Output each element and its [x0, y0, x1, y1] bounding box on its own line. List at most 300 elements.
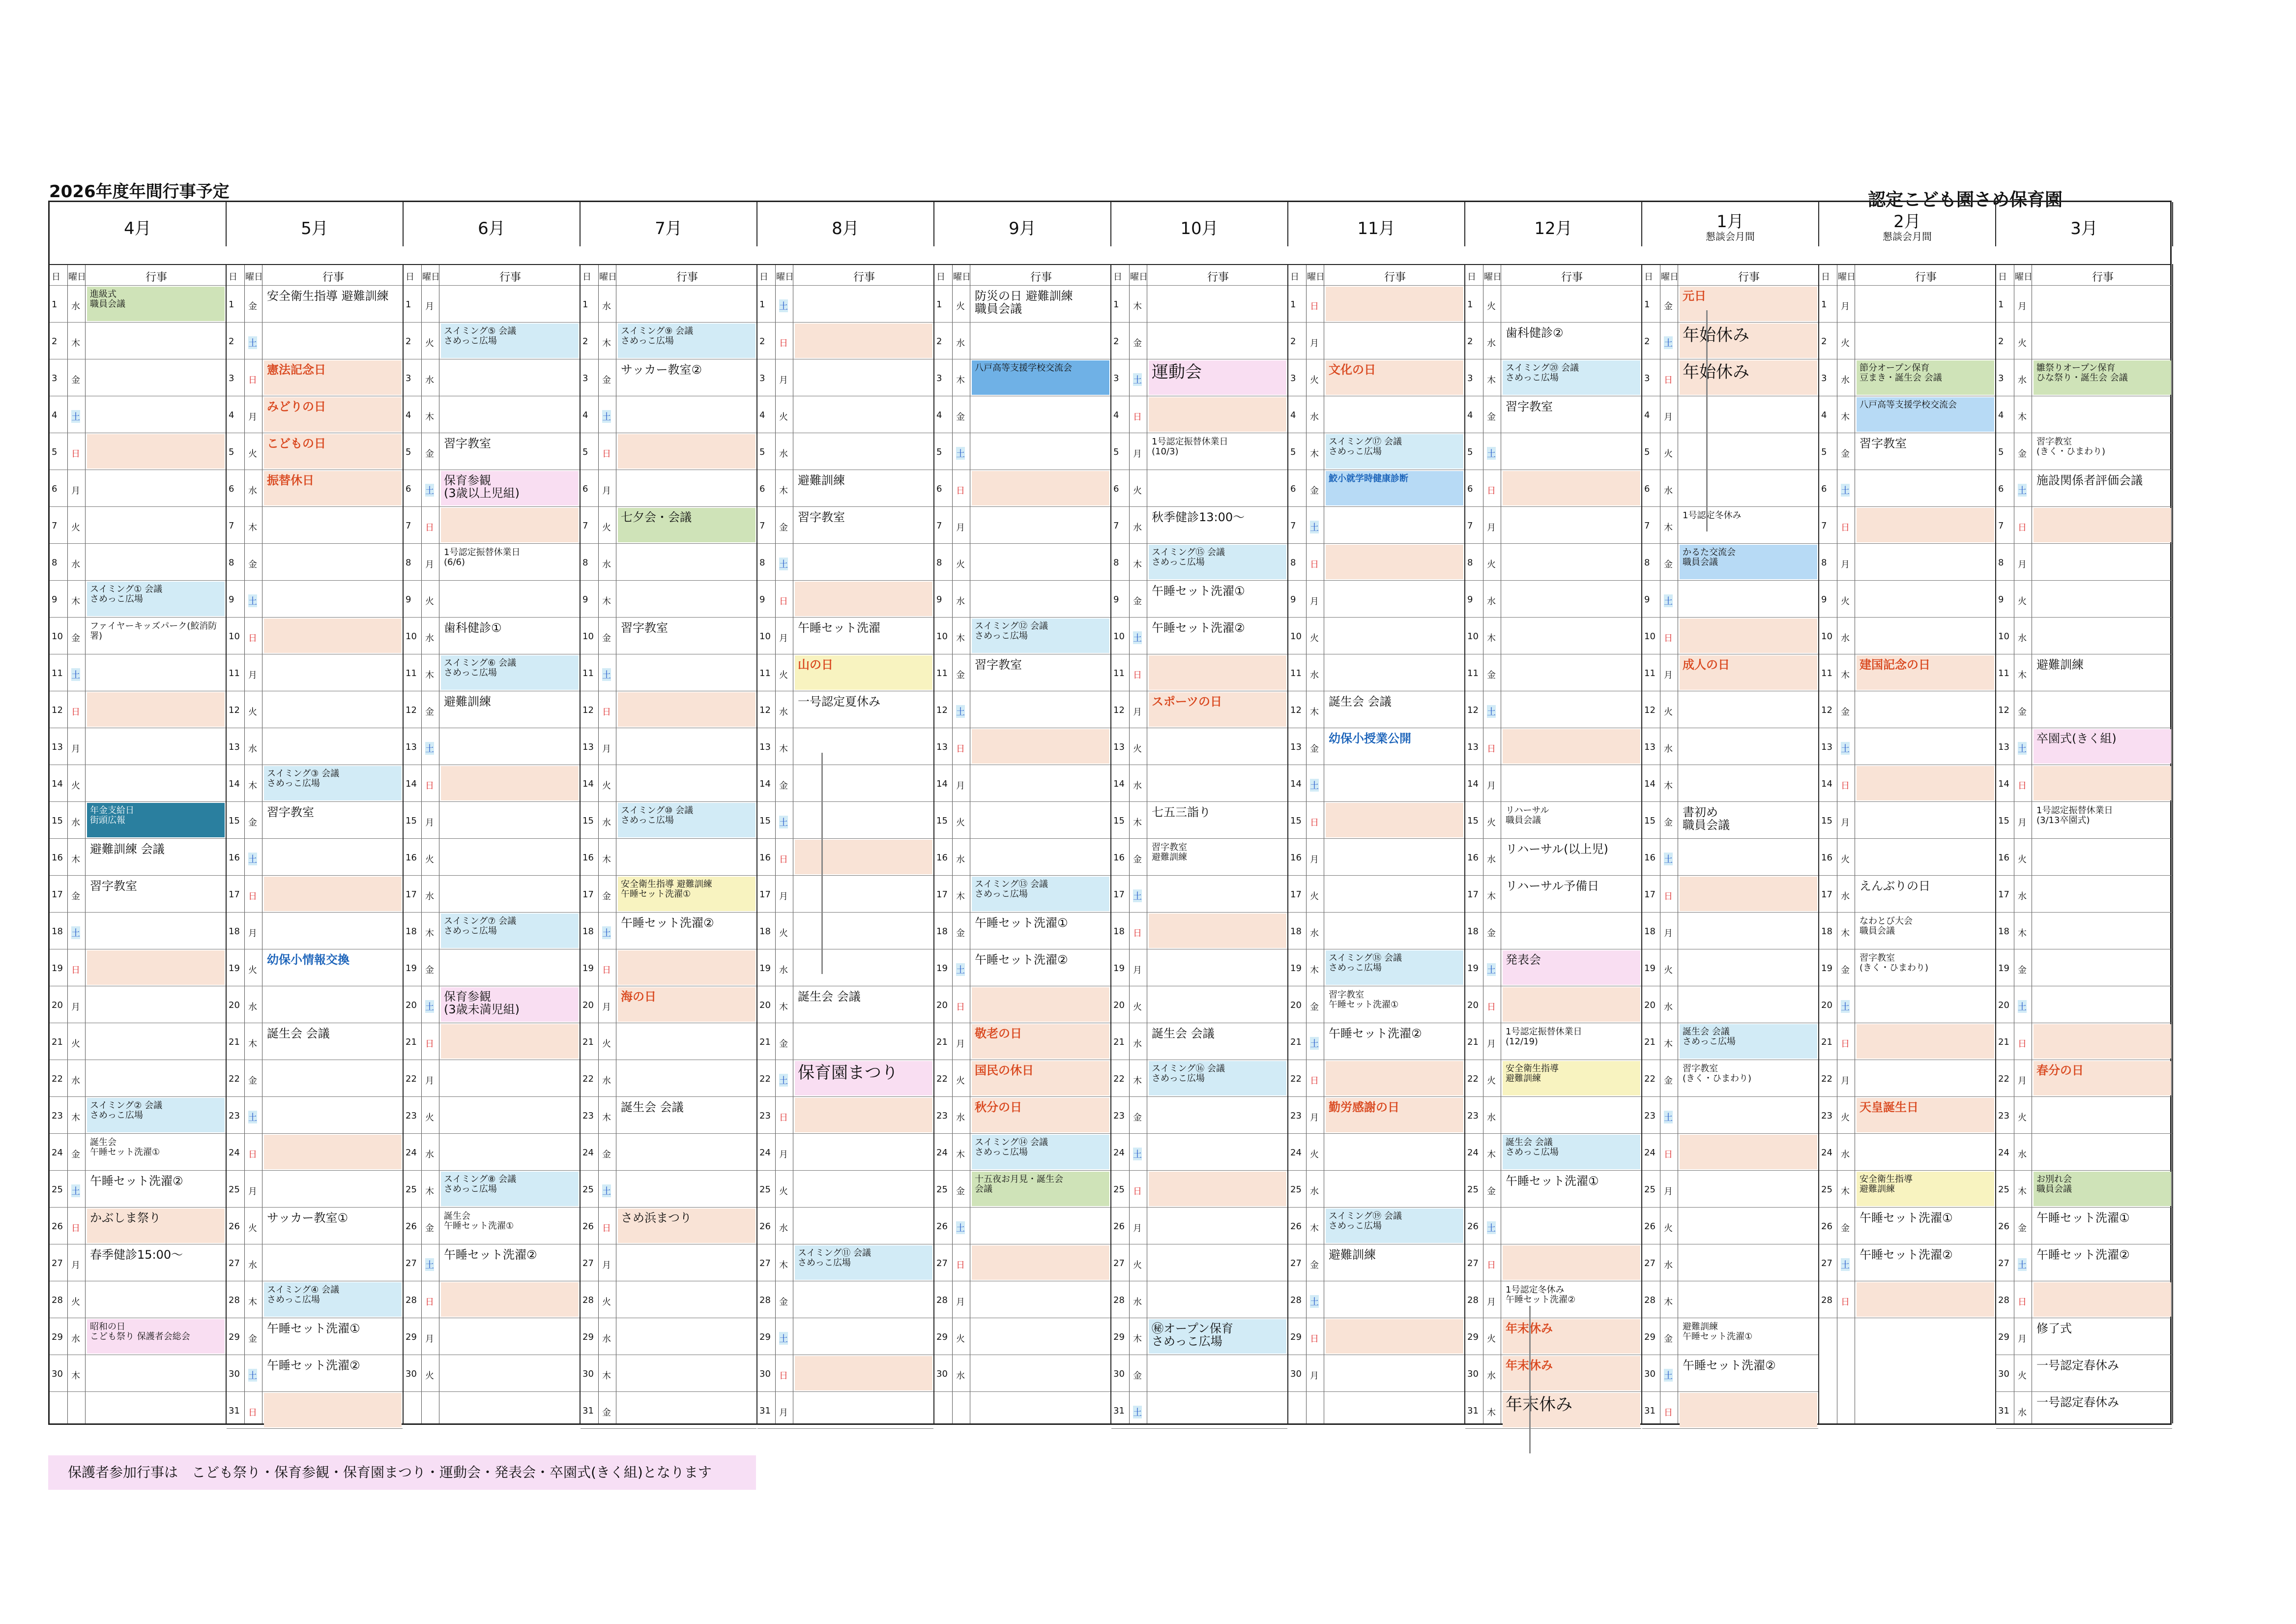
day-row	[1996, 1060, 2172, 1097]
day-row	[1465, 765, 1641, 802]
weekday: 金	[1664, 1334, 1673, 1344]
event-cell	[1326, 545, 1463, 579]
weekday: 日	[71, 449, 80, 459]
event-cell	[972, 1209, 1109, 1243]
event-cell	[1680, 1172, 1817, 1206]
day-number: 23	[936, 1111, 948, 1121]
month-column	[1996, 264, 2173, 1423]
weekday: 金	[1664, 560, 1673, 570]
column-header-row	[1642, 264, 1818, 286]
weekday: 日	[779, 1113, 788, 1123]
weekday: 水	[2018, 1150, 2027, 1160]
weekday: 日	[248, 633, 257, 644]
event-cell: 1号認定冬休み 午睡セット洗濯②	[1506, 1285, 1576, 1305]
event-cell	[1680, 914, 1817, 948]
day-number: 4	[406, 410, 411, 420]
day-row	[1642, 986, 1818, 1023]
day-row	[1819, 1060, 1995, 1097]
day-number: 11	[582, 668, 594, 679]
event-cell	[795, 729, 932, 764]
day-number: 22	[1998, 1074, 2009, 1084]
day-row	[1288, 470, 1464, 507]
day-number: 20	[1290, 1000, 1302, 1010]
day-number: 22	[1821, 1074, 1832, 1084]
event-cell	[1326, 1319, 1463, 1354]
weekday-column-label: 曜日	[1130, 272, 1148, 282]
weekday: 日	[1310, 560, 1319, 570]
event-cell	[618, 1135, 756, 1169]
day-row	[757, 581, 933, 618]
day-number: 5	[582, 447, 588, 457]
event-cell: 七夕会・会議	[618, 508, 756, 542]
day-number: 21	[936, 1037, 948, 1047]
event-cell	[618, 397, 756, 432]
day-row	[1465, 654, 1641, 691]
event-cell	[87, 950, 225, 985]
event-cell	[618, 1319, 756, 1354]
weekday: 金	[1133, 596, 1142, 607]
day-number: 10	[229, 631, 240, 642]
day-number: 8	[1644, 558, 1650, 568]
month-header: 12月	[1465, 202, 1642, 246]
weekday: 土	[1310, 1037, 1319, 1050]
weekday: 土	[71, 410, 80, 423]
weekday: 火	[602, 1039, 611, 1049]
day-row	[1996, 1318, 2172, 1355]
day-row	[1819, 949, 1995, 986]
event-cell	[1680, 987, 1817, 1022]
day-row	[1996, 1244, 2172, 1281]
event-cell: 習字教室	[267, 805, 314, 819]
day-number: 30	[1290, 1369, 1302, 1379]
weekday: 土	[1841, 1258, 1850, 1271]
day-number: 12	[1467, 705, 1479, 715]
weekday: 木	[1310, 1223, 1319, 1234]
weekday: 水	[425, 375, 434, 385]
weekday: 月	[1133, 707, 1142, 717]
event-cell	[441, 803, 579, 837]
day-row	[1288, 1244, 1464, 1281]
weekday: 火	[602, 523, 611, 533]
day-number: 23	[52, 1111, 63, 1121]
weekday: 水	[71, 1334, 80, 1344]
weekday: 金	[2018, 965, 2027, 975]
day-number: 10	[1113, 631, 1125, 642]
day-number: 16	[229, 853, 240, 863]
event-cell: 午睡セット洗濯②	[1683, 1358, 1776, 1372]
event-cell: 昭和の日 こども祭り 保護者会総会	[87, 1319, 225, 1354]
day-row	[1819, 1097, 1995, 1134]
weekday: 月	[779, 375, 788, 385]
weekday: 火	[71, 781, 80, 791]
event-cell: 1号認定振替休業日 (10/3)	[1152, 437, 1228, 457]
event-cell	[1503, 287, 1640, 321]
event-cell	[2034, 877, 2171, 911]
weekday: 水	[602, 1334, 611, 1344]
day-number: 13	[406, 742, 417, 752]
event-cell	[441, 397, 579, 432]
weekday: 金	[1841, 965, 1850, 975]
day-number: 4	[52, 410, 58, 420]
day-number: 18	[1290, 926, 1302, 937]
event-cell	[2034, 324, 2171, 358]
day-row	[50, 581, 226, 618]
weekday: 火	[2018, 596, 2027, 607]
event-cell: 山の日	[795, 655, 932, 690]
day-row	[934, 765, 1110, 802]
event-cell: リハーサル予備日	[1506, 879, 1599, 893]
event-cell: 誕生会 午睡セット洗濯①	[444, 1211, 514, 1231]
weekday: 日	[1133, 1186, 1142, 1197]
day-row	[50, 1171, 226, 1208]
event-cell	[1326, 914, 1463, 948]
event-cell	[1326, 803, 1463, 837]
event-cell	[1149, 729, 1286, 764]
weekday: 水	[779, 965, 788, 975]
event-cell	[1326, 1172, 1463, 1206]
day-row	[934, 433, 1110, 470]
header-divider	[50, 264, 2170, 265]
event-cell	[1326, 287, 1463, 321]
day-number: 20	[1467, 1000, 1479, 1010]
day-number: 1	[1644, 299, 1650, 310]
month-header: 4月	[50, 202, 227, 246]
event-cell: スイミング③ 会議 さめっこ広場	[264, 766, 402, 800]
weekday: 金	[1664, 301, 1673, 312]
day-number: 26	[1998, 1221, 2009, 1232]
day-row	[1288, 581, 1464, 618]
day-number: 16	[1821, 853, 1832, 863]
day-number: 28	[1644, 1295, 1656, 1305]
weekday: 日	[1487, 1260, 1496, 1270]
event-cell	[264, 619, 402, 653]
weekday: 月	[248, 1186, 257, 1197]
day-number: 2	[1290, 336, 1296, 347]
event-cell: ㊙オープン保育 さめっこ広場	[1149, 1319, 1286, 1354]
day-number: 12	[1821, 705, 1832, 715]
weekday: 水	[1664, 1260, 1673, 1270]
day-number: 25	[1998, 1184, 2009, 1195]
weekday: 日	[2018, 781, 2027, 791]
event-cell	[1503, 471, 1640, 505]
event-cell: 1号認定振替休業日 (6/6)	[444, 547, 521, 567]
event-column-label: 行事	[1915, 271, 1937, 284]
day-row	[934, 654, 1110, 691]
weekday: 日	[779, 855, 788, 865]
day-number: 17	[229, 889, 240, 900]
day-number: 1	[406, 299, 411, 310]
day-number: 22	[1290, 1074, 1302, 1084]
month-column	[1111, 264, 1288, 1423]
day-row	[404, 913, 580, 949]
day-row	[581, 323, 756, 359]
weekday: 金	[1487, 412, 1496, 422]
day-number: 17	[759, 889, 771, 900]
day-row	[581, 1171, 756, 1208]
weekday: 火	[956, 1076, 965, 1086]
day-row	[404, 876, 580, 913]
weekday-column-label: 曜日	[68, 272, 86, 282]
month-column	[757, 264, 934, 1423]
day-number: 16	[406, 853, 417, 863]
day-number: 7	[1998, 521, 2004, 531]
day-row	[757, 876, 933, 913]
event-cell	[2034, 508, 2171, 542]
weekday: 日	[425, 523, 434, 533]
weekday: 火	[1841, 1113, 1850, 1123]
day-number: 29	[582, 1332, 594, 1342]
month-column	[404, 264, 581, 1423]
day-row	[1111, 544, 1287, 581]
day-number: 13	[1467, 742, 1479, 752]
event-cell	[1680, 434, 1817, 469]
day-row	[227, 913, 403, 949]
weekday: 月	[779, 1150, 788, 1160]
day-row	[227, 765, 403, 802]
weekday: 日	[425, 1039, 434, 1049]
event-cell: 習字教室	[1860, 437, 1907, 450]
day-number: 20	[936, 1000, 948, 1010]
weekday: 水	[1841, 1150, 1850, 1160]
day-row	[50, 1244, 226, 1281]
day-row	[1288, 1281, 1464, 1318]
weekday: 日	[956, 486, 965, 496]
weekday: 木	[602, 596, 611, 607]
weekday: 月	[248, 412, 257, 422]
day-row	[227, 544, 403, 581]
event-cell	[1149, 1209, 1286, 1243]
event-cell	[972, 766, 1109, 800]
weekday: 火	[602, 1297, 611, 1307]
day-row	[404, 728, 580, 765]
day-number: 11	[52, 668, 63, 679]
weekday: 土	[1133, 631, 1142, 644]
day-number: 25	[1821, 1184, 1832, 1195]
event-cell: 習字教室	[798, 510, 845, 524]
day-row	[1819, 1281, 1995, 1318]
day-number: 31	[759, 1406, 771, 1416]
day-row	[1996, 986, 2172, 1023]
event-cell	[87, 1356, 225, 1390]
day-number: 6	[1998, 484, 2004, 494]
weekday: 水	[1841, 633, 1850, 644]
day-number: 31	[1467, 1406, 1479, 1416]
weekday: 木	[71, 855, 80, 865]
event-cell	[1149, 1282, 1286, 1317]
day-number: 18	[1467, 926, 1479, 937]
event-cell	[1149, 397, 1286, 432]
weekday: 月	[71, 1002, 80, 1012]
event-cell: 八戸高等支援学校交流会	[1857, 397, 1994, 432]
day-number: 18	[759, 926, 771, 937]
event-cell	[972, 471, 1109, 505]
event-cell: 午睡セット洗濯	[798, 621, 880, 635]
weekday: 土	[779, 558, 788, 570]
event-cell	[2034, 1098, 2171, 1132]
weekday: 火	[1664, 707, 1673, 717]
weekday: 金	[1487, 928, 1496, 939]
weekday: 木	[2018, 1186, 2027, 1197]
event-cell: 午睡セット洗濯②	[2036, 1248, 2130, 1262]
day-number: 15	[1467, 816, 1479, 826]
event-cell: 節分オープン保育 豆まき・誕生会 会議	[1857, 360, 1994, 395]
weekday-column-label: 曜日	[1484, 272, 1502, 282]
day-number: 25	[1290, 1184, 1302, 1195]
weekday: 金	[602, 1408, 611, 1418]
day-row	[404, 470, 580, 507]
day-number: 6	[1821, 484, 1827, 494]
weekday: 水	[1133, 1039, 1142, 1049]
event-cell: 午睡セット洗濯①	[1152, 584, 1245, 598]
day-row	[1288, 507, 1464, 544]
day-number: 28	[1290, 1295, 1302, 1305]
event-cell	[618, 1245, 756, 1280]
day-number: 13	[52, 742, 63, 752]
weekday: 木	[425, 412, 434, 422]
day-number: 24	[1467, 1148, 1479, 1158]
weekday: 木	[602, 1371, 611, 1381]
day-row	[581, 765, 756, 802]
day-row	[404, 1097, 580, 1134]
event-cell: 一号認定春休み	[2036, 1395, 2119, 1409]
weekday: 日	[779, 338, 788, 349]
event-cell	[1503, 914, 1640, 948]
weekday: 土	[602, 1184, 611, 1197]
event-cell: 成人の日	[1680, 655, 1817, 690]
day-number: 9	[406, 594, 411, 605]
day-row	[1996, 949, 2172, 986]
day-row	[1465, 618, 1641, 654]
day-row	[1111, 507, 1287, 544]
day-row	[50, 765, 226, 802]
day-row	[934, 1023, 1110, 1060]
weekday: 木	[1841, 928, 1850, 939]
day-row	[227, 507, 403, 544]
event-cell: スイミング⑱ 会議 さめっこ広場	[1326, 950, 1463, 985]
day-row	[1642, 1208, 1818, 1244]
day-number: 8	[1467, 558, 1473, 568]
day-number: 21	[1644, 1037, 1656, 1047]
day-number: 10	[1821, 631, 1832, 642]
day-row	[934, 802, 1110, 839]
event-cell: 午睡セット洗濯①	[267, 1322, 360, 1335]
day-number: 15	[582, 816, 594, 826]
day-number: 4	[759, 410, 765, 420]
day-row	[1111, 618, 1287, 654]
weekday: 木	[71, 596, 80, 607]
weekday: 土	[779, 1332, 788, 1345]
weekday: 月	[779, 891, 788, 902]
event-cell: スイミング② 会議 さめっこ広場	[87, 1098, 225, 1132]
event-cell	[1857, 729, 1994, 764]
day-row	[934, 396, 1110, 433]
day-row	[1642, 1060, 1818, 1097]
day-row	[1819, 765, 1995, 802]
weekday: 金	[1487, 1186, 1496, 1197]
day-number: 28	[582, 1295, 594, 1305]
event-cell: 誕生会 会議	[1329, 695, 1392, 709]
event-cell: 秋分の日	[972, 1098, 1109, 1132]
event-cell	[264, 729, 402, 764]
day-number: 10	[582, 631, 594, 642]
weekday: 日	[2018, 1039, 2027, 1049]
event-cell	[795, 1024, 932, 1059]
day-row	[934, 949, 1110, 986]
weekday: 日	[1841, 523, 1850, 533]
weekday: 日	[248, 1408, 257, 1418]
day-row	[227, 1134, 403, 1171]
weekday: 水	[425, 1150, 434, 1160]
day-row	[1288, 1134, 1464, 1171]
weekday: 水	[1133, 781, 1142, 791]
weekday: 火	[956, 301, 965, 312]
event-cell: 誕生会 午睡セット洗濯①	[90, 1137, 160, 1157]
day-number: 27	[229, 1258, 240, 1269]
day-row	[757, 323, 933, 359]
weekday: 土	[1487, 963, 1496, 976]
day-row	[934, 1208, 1110, 1244]
weekday: 金	[602, 891, 611, 902]
event-cell	[441, 1282, 579, 1317]
day-number: 30	[1113, 1369, 1125, 1379]
day-row	[227, 839, 403, 876]
day-row	[757, 507, 933, 544]
day-number: 14	[1821, 779, 1832, 789]
day-row	[581, 1318, 756, 1355]
event-cell	[972, 840, 1109, 874]
day-row	[757, 1244, 933, 1281]
weekday: 火	[779, 670, 788, 680]
event-column-label: 行事	[2092, 271, 2114, 284]
event-cell	[1857, 324, 1994, 358]
day-number: 19	[759, 963, 771, 974]
weekday: 水	[956, 855, 965, 865]
weekday: 木	[602, 1113, 611, 1123]
weekday: 月	[248, 670, 257, 680]
day-row	[581, 1023, 756, 1060]
event-cell	[441, 360, 579, 395]
day-row	[50, 396, 226, 433]
day-row	[404, 839, 580, 876]
day-number: 23	[759, 1111, 771, 1121]
weekday: 木	[1841, 412, 1850, 422]
event-cell: 午睡セット洗濯②	[975, 953, 1068, 967]
event-cell: 午睡セット洗濯②	[1329, 1027, 1422, 1040]
event-cell: スイミング⑳ 会議 さめっこ広場	[1503, 360, 1640, 395]
day-number: 8	[582, 558, 588, 568]
event-cell	[1680, 1209, 1817, 1243]
day-number: 29	[936, 1332, 948, 1342]
weekday: 水	[602, 301, 611, 312]
event-cell	[441, 508, 579, 542]
day-row	[404, 1281, 580, 1318]
weekday: 土	[2018, 484, 2027, 497]
day-row	[404, 544, 580, 581]
day-row	[227, 470, 403, 507]
day-row	[227, 323, 403, 359]
event-cell	[1680, 877, 1817, 911]
weekday: 日	[71, 707, 80, 717]
weekday: 木	[425, 928, 434, 939]
weekday: 日	[1133, 670, 1142, 680]
weekday: 日	[1841, 1297, 1850, 1307]
day-row	[934, 1244, 1110, 1281]
weekday: 火	[1310, 633, 1319, 644]
day-row	[1111, 1134, 1287, 1171]
event-cell	[618, 1024, 756, 1059]
day-row	[1642, 1023, 1818, 1060]
day-number: 23	[229, 1111, 240, 1121]
